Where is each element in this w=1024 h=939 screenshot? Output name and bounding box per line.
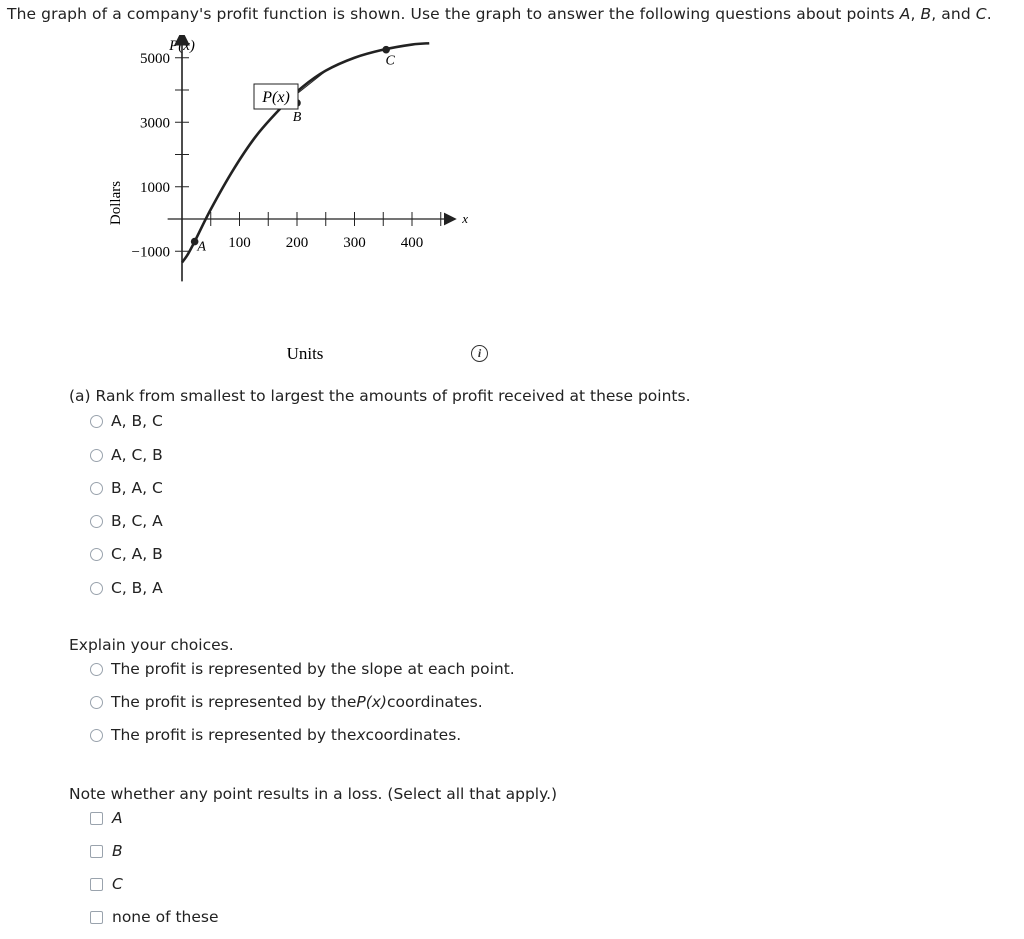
profit-curve bbox=[182, 43, 429, 262]
intro-point-a: A bbox=[899, 5, 911, 23]
option-label: C, B, A bbox=[111, 579, 163, 597]
rank-option-4[interactable] bbox=[90, 512, 163, 530]
checkbox[interactable] bbox=[90, 911, 103, 924]
checkbox[interactable] bbox=[90, 812, 103, 825]
point-label-c: C bbox=[385, 53, 395, 69]
option-label: B bbox=[112, 842, 123, 860]
y-axis-label: Dollars bbox=[108, 180, 124, 226]
curve-layer bbox=[182, 43, 429, 262]
intro-point-c: C bbox=[975, 5, 987, 23]
radio-button[interactable] bbox=[90, 482, 103, 495]
axis-ticks bbox=[132, 51, 441, 261]
option-label: C, A, B bbox=[111, 545, 163, 563]
option-label-post: coordinates. bbox=[365, 726, 462, 744]
rank-option-5[interactable] bbox=[90, 545, 163, 563]
radio-button[interactable] bbox=[90, 696, 103, 709]
radio-button[interactable] bbox=[90, 449, 103, 462]
point-label-a: A bbox=[197, 239, 206, 255]
option-label-pre: The profit is represented by the bbox=[111, 693, 357, 711]
intro-point-b: B bbox=[920, 5, 932, 23]
option-label: A, C, B bbox=[111, 446, 163, 464]
loss-option-a[interactable] bbox=[90, 809, 123, 827]
explain-option-2[interactable] bbox=[90, 693, 483, 711]
radio-button[interactable] bbox=[90, 415, 103, 428]
option-label: none of these bbox=[112, 908, 219, 926]
curve-label: P(x) bbox=[262, 89, 290, 106]
rank-option-2[interactable] bbox=[90, 446, 163, 464]
rank-option-1[interactable] bbox=[90, 412, 163, 430]
part-a-prompt: (a) Rank from smallest to largest the amounts of profit received at these points. bbox=[69, 387, 691, 405]
y-tick-label: 1000 bbox=[140, 179, 170, 196]
intro-text-4: . bbox=[986, 5, 992, 23]
profit-graph bbox=[100, 35, 480, 365]
option-label: A, B, C bbox=[111, 412, 163, 430]
intro-text-3: , and bbox=[931, 5, 976, 23]
radio-button[interactable] bbox=[90, 515, 103, 528]
option-label-pre: The profit is represented by the bbox=[111, 726, 357, 744]
radio-button[interactable] bbox=[90, 548, 103, 561]
x-tick-label: 100 bbox=[228, 235, 251, 251]
checkbox[interactable] bbox=[90, 845, 103, 858]
radio-button[interactable] bbox=[90, 729, 103, 742]
point-label-b: B bbox=[292, 109, 302, 125]
explain-option-1[interactable] bbox=[90, 660, 515, 678]
points-layer bbox=[191, 46, 396, 255]
loss-prompt: Note whether any point results in a loss. (Select all that apply.) bbox=[69, 785, 558, 803]
radio-button[interactable] bbox=[90, 663, 103, 676]
option-label: The profit is represented by the slope at each point. bbox=[111, 660, 515, 678]
x-tick-label: 400 bbox=[400, 235, 424, 251]
option-label-var: P(x) bbox=[356, 693, 387, 711]
option-label-var: x bbox=[356, 726, 366, 744]
x-axis-symbol: x bbox=[462, 211, 469, 226]
point-c bbox=[382, 46, 390, 54]
option-label-post: coordinates. bbox=[386, 693, 483, 711]
option-label: A bbox=[112, 809, 123, 827]
checkbox[interactable] bbox=[90, 878, 103, 891]
curve-label-leader bbox=[298, 73, 324, 93]
radio-button[interactable] bbox=[90, 582, 103, 595]
rank-option-6[interactable] bbox=[90, 579, 163, 597]
option-label: B, A, C bbox=[111, 479, 163, 497]
loss-option-b[interactable] bbox=[90, 842, 123, 860]
y-axis-title: P(x) bbox=[169, 38, 195, 54]
question-intro bbox=[7, 5, 992, 23]
explain-prompt: Explain your choices. bbox=[69, 636, 234, 654]
explain-option-3[interactable] bbox=[90, 726, 461, 744]
intro-text-2: , bbox=[910, 5, 921, 23]
y-tick-label: 5000 bbox=[140, 50, 170, 67]
loss-option-none[interactable] bbox=[90, 908, 219, 926]
x-axis-label: Units bbox=[286, 344, 324, 363]
y-tick-label: 3000 bbox=[140, 115, 170, 132]
rank-option-3[interactable] bbox=[90, 479, 163, 497]
info-icon[interactable]: i bbox=[471, 345, 488, 362]
y-tick-label: −1000 bbox=[131, 244, 170, 261]
option-label: C bbox=[112, 875, 123, 893]
x-tick-label: 300 bbox=[343, 235, 366, 251]
option-label: B, C, A bbox=[111, 512, 163, 530]
intro-text-1: The graph of a company's profit function is shown. Use the graph to answer the following questions about points bbox=[7, 5, 900, 23]
loss-option-c[interactable] bbox=[90, 875, 123, 893]
x-tick-label: 200 bbox=[285, 235, 309, 251]
